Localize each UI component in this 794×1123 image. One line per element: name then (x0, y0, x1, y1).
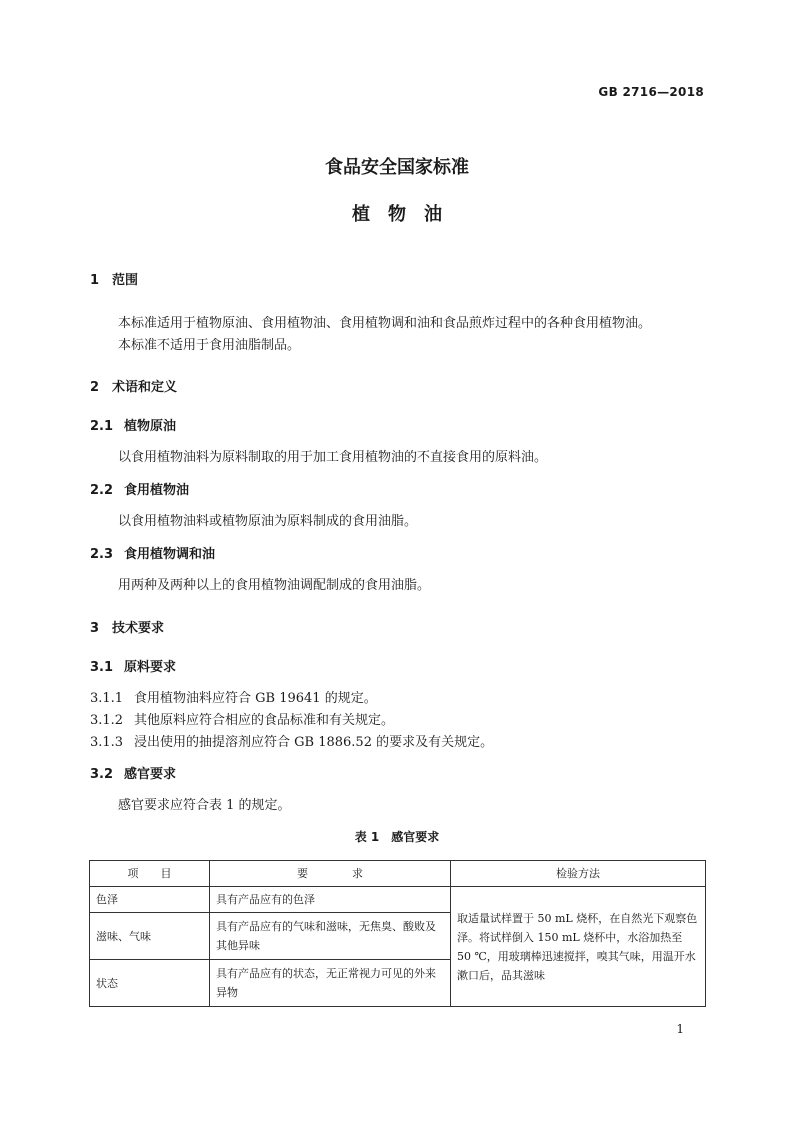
section-2-3-heading (90, 543, 215, 562)
clause-text: 食用植物油料应符合 GB 19641 的规定。 (134, 691, 377, 706)
row-requirement: 具有产品应有的气味和滋味，无焦臭、酸败及其他异味 (210, 913, 451, 960)
scope-paragraph-1: 本标准适用于植物原油、食用植物油、食用植物调和油和食品煎炸过程中的各种食用植物油。 (118, 316, 652, 331)
row-item: 色泽 (90, 887, 210, 913)
inspection-method: 取适量试样置于 50 mL 烧杯，在自然光下观察色泽。将试样倒入 150 mL 烧杯中，水浴加热至 50 ℃，用玻璃棒迅速搅拌，嗅其气味，用温开水漱口后，品其滋味 (451, 887, 706, 1007)
section-3-heading (90, 617, 164, 636)
table-row (90, 887, 706, 913)
section-title: 技术要求 (112, 621, 165, 636)
section-2-heading (90, 376, 177, 395)
document-subtitle: 植 物 油 (352, 204, 442, 225)
sensory-paragraph: 感官要求应符合表 1 的规定。 (118, 798, 291, 813)
page-number: 1 (676, 1022, 684, 1036)
sensory-requirements-table (89, 860, 706, 1007)
clause-3-1-2 (90, 709, 394, 728)
section-number: 3 (90, 621, 100, 636)
document-title: 食品安全国家标准 (325, 157, 469, 178)
column-header-item: 项 目 (90, 861, 210, 887)
row-item: 状态 (90, 960, 210, 1007)
section-number: 2.1 (90, 419, 114, 434)
clause-number: 3.1.1 (90, 691, 124, 706)
column-header-requirement: 要 求 (210, 861, 451, 887)
section-2-2-heading (90, 479, 189, 498)
section-3-2-heading (90, 763, 176, 782)
row-requirement: 具有产品应有的色泽 (210, 887, 451, 913)
table-header-row (90, 861, 706, 887)
section-title: 感官要求 (124, 767, 177, 782)
clause-3-1-1 (90, 687, 377, 706)
clause-text: 其他原料应符合相应的食品标准和有关规定。 (134, 713, 395, 728)
section-title: 术语和定义 (112, 380, 178, 395)
section-2-1-heading (90, 415, 176, 434)
definition-2-3: 用两种及两种以上的食用植物油调配制成的食用油脂。 (118, 578, 431, 593)
section-number: 2.3 (90, 547, 114, 562)
clause-number: 3.1.2 (90, 713, 124, 728)
section-number: 2 (90, 380, 100, 395)
section-number: 3.2 (90, 767, 114, 782)
section-title: 原料要求 (124, 660, 177, 675)
section-number: 2.2 (90, 483, 114, 498)
table-caption: 表 1 感官要求 (354, 830, 440, 844)
standard-code: GB 2716—2018 (598, 85, 704, 99)
section-title: 食用植物油 (124, 483, 190, 498)
column-header-method: 检验方法 (451, 861, 706, 887)
section-number: 1 (90, 273, 100, 288)
clause-number: 3.1.3 (90, 735, 124, 750)
section-3-1-heading (90, 656, 176, 675)
section-title: 范围 (112, 273, 139, 288)
section-title: 植物原油 (124, 419, 177, 434)
definition-2-1: 以食用植物油料为原料制取的用于加工食用植物油的不直接食用的原料油。 (118, 450, 548, 465)
scope-paragraph-2: 本标准不适用于食用油脂制品。 (118, 338, 301, 353)
section-1-heading (90, 269, 138, 288)
section-number: 3.1 (90, 660, 114, 675)
row-item: 滋味、气味 (90, 913, 210, 960)
definition-2-2: 以食用植物油料或植物原油为原料制成的食用油脂。 (118, 514, 418, 529)
row-requirement: 具有产品应有的状态，无正常视力可见的外来异物 (210, 960, 451, 1007)
section-title: 食用植物调和油 (124, 547, 216, 562)
clause-3-1-3 (90, 731, 493, 750)
clause-text: 浸出使用的抽提溶剂应符合 GB 1886.52 的要求及有关规定。 (134, 735, 494, 750)
